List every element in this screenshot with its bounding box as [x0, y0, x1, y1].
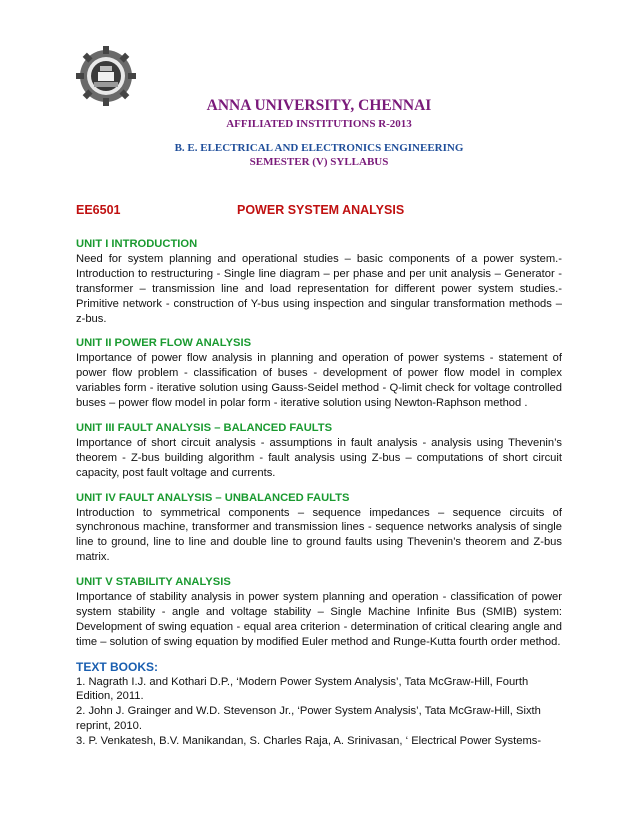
- unit-title: UNIT III FAULT ANALYSIS – BALANCED FAULTS: [76, 421, 333, 434]
- course-title: POWER SYSTEM ANALYSIS: [237, 203, 405, 217]
- unit-body: Importance of short circuit analysis - assumptions in fault analysis - analysis using Thevenin’s theorem - Z-bus building algorithm - fault analysis using Z-bus – computations of short circuit capacity, post fault voltage and currents.: [76, 436, 562, 479]
- unit-section: [76, 237, 562, 326]
- unit-section: [76, 421, 562, 481]
- unit-section: [76, 491, 562, 566]
- textbook-item: 2. John J. Grainger and W.D. Stevenson Jr., ‘Power System Analysis’, Tata McGraw-Hill, Sixth reprint, 2010.: [76, 705, 541, 733]
- syllabus-content: [76, 237, 562, 759]
- unit-section: [76, 336, 562, 411]
- unit-body: Need for system planning and operational studies – basic components of a power system.-Introduction to restructuring - Single line diagram – per phase and per unit analysis – Generator - transformer – transmission line and load representation for different power system studies.- Primitive network - construction of Y-bus using inspection and singular transformation methods – z-bus.: [76, 252, 562, 325]
- semester-line: SEMESTER (V) SYLLABUS: [249, 156, 389, 168]
- program-name: B. E. ELECTRICAL AND ELECTRONICS ENGINEERING: [174, 142, 464, 154]
- unit-title: UNIT IV FAULT ANALYSIS – UNBALANCED FAULTS: [76, 491, 350, 504]
- course-code: EE6501: [76, 203, 121, 217]
- unit-section: [76, 575, 562, 650]
- affiliation-line: AFFILIATED INSTITUTIONS R-2013: [226, 118, 412, 130]
- textbook-item: 1. Nagrath I.J. and Kothari D.P., ‘Modern Power System Analysis’, Tata McGraw-Hill, Fourth Edition, 2011.: [76, 675, 529, 703]
- unit-body: Importance of stability analysis in power system planning and operation - classification of power system stability - angle and voltage stability – Single Machine Infinite Bus (SMIB) system: Development of swing equation - equal area criterion - determination of critical clearing angle and time – solution of swing equation by modified Euler method and Runge-Kutta fourth order method.: [76, 591, 562, 648]
- unit-title: UNIT II POWER FLOW ANALYSIS: [76, 337, 252, 350]
- unit-body: Importance of power flow analysis in planning and operation of power systems - statement of power flow problem - classification of buses - development of power flow model in complex variables form - iterative solution using Gauss-Seidel method - Q-limit check for voltage controlled buses – power flow model in polar form - iterative solution using Newton-Raphson method .: [76, 352, 562, 410]
- unit-title: UNIT V STABILITY ANALYSIS: [76, 576, 231, 589]
- textbooks-title: TEXT BOOKS:: [76, 659, 159, 674]
- university-name: ANNA UNIVERSITY, CHENNAI: [206, 97, 432, 114]
- textbooks-section: [76, 660, 562, 749]
- unit-title: UNIT I INTRODUCTION: [76, 238, 198, 250]
- textbook-item: 3. P. Venkatesh, B.V. Manikandan, S. Charles Raja, A. Srinivasan, ‘ Electrical Power Systems-: [76, 735, 542, 748]
- unit-body: Introduction to symmetrical components – sequence impedances – sequence circuits of synchronous machine, transformer and transmission lines - sequence networks analysis of single line to ground, line to line and double line to ground faults using Thevenin’s theorem and Z-bus matrix.: [76, 506, 562, 564]
